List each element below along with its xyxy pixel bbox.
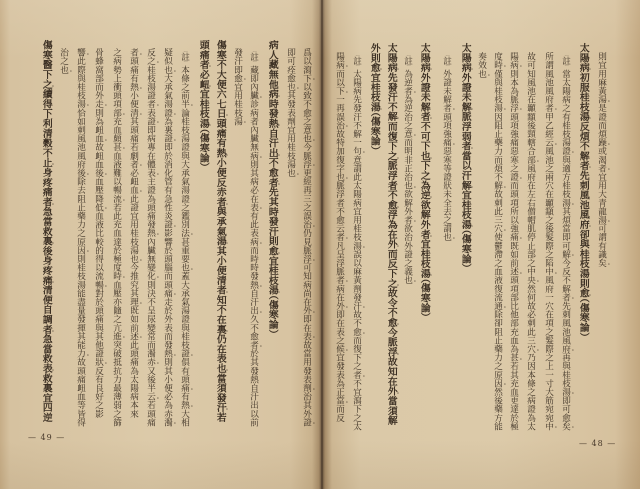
right-page-column-13: 太陽病先發汗不解而復下之脈浮者不愈浮為在外而反下之故令不愈今脈浮故知在外當須解 [385, 43, 397, 426]
right-page-column-4: 所謂風池風府者甲乙經云風池之兩穴在顳顬之後髮際之陷中風府一穴在項之髮際之上一寸大筋宛宛中 [543, 52, 554, 431]
bracket-mark: 〕 [354, 64, 360, 70]
left-page-column-4: 〔註〕藏即內臟診病者內臟無病則其病必在表有此表病而時時發熱自汗出久不愈者於其發熱自汗出以前 [248, 48, 259, 427]
right-page-column-6: 陽病則本為脈浮頭項強痛惡寒之證而頭項所以強痛既如前述頭項部比他部充血為甚若其充血更達於極 [508, 52, 519, 431]
bracket-mark: 〕 [251, 60, 257, 66]
bracket-mark: 〔 [182, 48, 188, 53]
left-page-column-1: 爲以瀉下以致不愈之意也今脈浮更經再三之誤治仍見脈浮可知病尚在外即在表故當用發表劑治其外證 [301, 48, 312, 427]
left-page-column-8: 〔註〕本條之前半論桂枝湯證與大承氣湯證之鑑別法甚重要也蓋大承氣湯證與桂枝證俱有頭痛有熱大相 [179, 48, 190, 427]
bracket-mark: 〔 [354, 52, 360, 57]
bracket-mark: 〕 [405, 64, 411, 70]
left-page-column-2: 即可痊愈也其發表劑宜用桂枝湯也 [285, 48, 296, 177]
left-page-column-16: 傷寒醫下之續得下利清穀不止身疼痛者急當救裏後身疼痛清便自調者急當救表救裏宜四逆 [40, 40, 52, 423]
left-page-column-12: 之病勢上衝頭項部充血頗甚血液難以暢流若此充血達於極度時血壓亦隨之亢進突破抵抗力最薄弱之篩 [111, 48, 122, 427]
page-number: — 49 — [28, 433, 66, 442]
right-page-column-15: 〔註〕太陽病先發汗不解一句意謂此太陽病宜用桂枝湯誤以麻黃劑發汗故不愈而復下之者不宜瀉下之太 [351, 52, 362, 431]
page-number: — 48 — [579, 439, 617, 448]
left-page-column-9: 疑似也大承氣湯證為裏證即於消化管有急性炎證影響於頭腦而頭痛走於外表而發熱則其小便必為赤濁 [162, 48, 173, 427]
bracket-mark: 〕 [182, 60, 188, 66]
right-page-column-16: 陽病而以下一再誤治故特加復字也脈浮者不愈云者凡呈浮脈者病在外即在表之候宜發表為正當而反 [334, 52, 345, 422]
bracket-mark: 〔 [251, 48, 257, 53]
right-page-column-14: 外則愈宜桂枝湯（傷寒論） [368, 43, 380, 156]
right-page-column-9: 太陽病外證未解脈浮弱者當以汗解宜桂枝湯（傷寒論） [459, 43, 471, 274]
right-page [323, 0, 640, 489]
right-page-column-1: 則宜用麻黃湯是證而煩躁或渴者宜用大青龍湯可謂有識矣 [596, 52, 607, 268]
left-page-column-10: 反之桂枝湯證者表證即病專在體表主證為頭痛發熱內臟無變化則決不呈尿變常而濁赤又後半云若頭痛 [145, 48, 156, 427]
bracket-mark: 〔 [405, 52, 411, 57]
right-page-column-7: 度時僅與桂枝湯因阻止藥力而煩不解故刺此三穴使鬱滯之血液復流通除卻阻止藥力之原因然後藥方能 [492, 52, 503, 431]
bracket-mark: 〔 [563, 52, 569, 57]
left-page-column-15: 治之也 [58, 48, 69, 74]
right-page-column-10: 〔註〕外證未解者頭項強痛惡寒等證狀未全去之謂也 [441, 52, 452, 242]
right-page-column-5: 故可知風池在顳顬後頸轄合部風府在左右僧帽肌停止部之中央然何故必刺此三穴乃因本條之病證為太 [525, 52, 536, 431]
left-page-column-11: 者頭痛有熱小便清其頭痛若劇者必衄血此證宜用桂枝湯也今推究其理既如前述此頭痛為太陽病本來 [128, 48, 139, 418]
right-page-column-3: 〔註〕當太陽病之有桂枝湯證與適方桂枝湯其煩當即可解今反不解者先刺風池風府再與桂枝湯即可愈矣 [560, 52, 571, 431]
left-page-column-14: 響此際與桂枝湯恰如刺風池風府後除去阻止藥力之原因則桂枝湯能盡量發揮其能力故頭痛衄血等皆得 [75, 48, 86, 427]
left-page-column-5: 發汗即愈宜用桂枝湯 [232, 48, 243, 126]
right-page-column-11: 太陽病外證未解者不可下也下之為逆欲解外者宜桂枝湯（傷寒論） [418, 43, 430, 323]
bracket-mark: 〔 [444, 52, 450, 57]
right-page-column-2: 太陽病初服桂枝湯反煩不解者先刺風池風府卻與桂枝湯則愈（傷寒論） [577, 43, 589, 342]
bracket-mark: 〕 [563, 64, 569, 70]
left-page-column-7: 頭痛者必衄宜桂枝湯（傷寒論） [197, 40, 209, 173]
bracket-mark: 〕 [444, 64, 450, 70]
left-page-column-3: 病人藏無他病時發熱自汗出不愈者先其時發汗則愈宜桂枝湯（傷寒論） [266, 40, 278, 339]
left-page-column-13: 骨蜂窩部而外走則為衄血故衄血後血壓降低血液比較的得以流暢對於頭痛與其他證狀反有良好之影 [93, 48, 104, 418]
right-page-column-8: 奏效也 [476, 52, 487, 78]
left-page-column-6: 傷寒不大便六七日頭痛有熱小便反赤者與承氣湯其小便清者知不在裏仍在表也當須發汗若 [214, 40, 226, 423]
right-page-column-12: 〔註〕為逆者為逆治之意而明非正治也欲解外者欲治外證之義也 [402, 52, 413, 285]
